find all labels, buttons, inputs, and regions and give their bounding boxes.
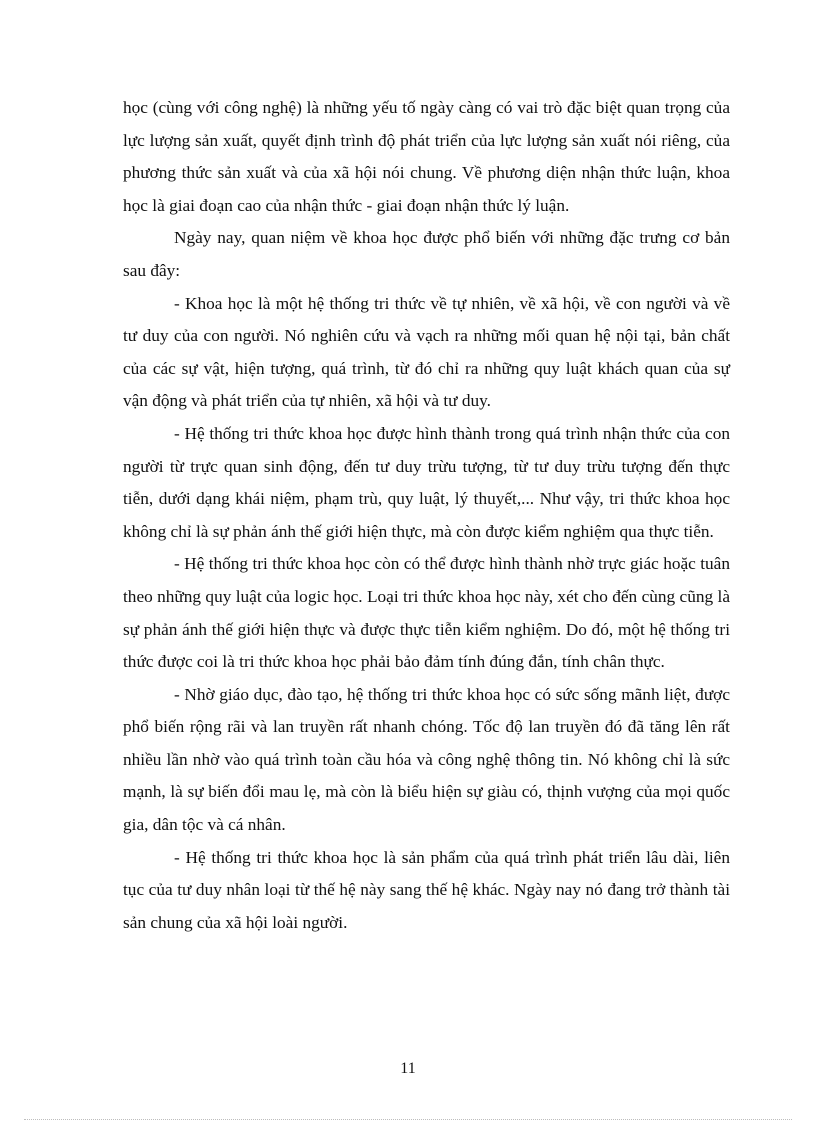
paragraph-continuation: học (cùng với công nghệ) là những yếu tố ngày càng có vai trò đặc biệt quan trọng của lực lượng sản xuất, quyết định trình độ phát triển của lực lượng sản xuất nói riêng, của phương thức sản xuất và của xã hội nói chung. Về phương diện nhận thức luận, khoa học là giai đoạn cao của nhận thức - giai đoạn nhận thức lý luận. [123,98,730,215]
paragraph-bullet-4: - Nhờ giáo dục, đào tạo, hệ thống tri thức khoa học có sức sống mãnh liệt, được phổ biến rộng rãi và lan truyền rất nhanh chóng. Tốc độ lan truyền đó đã tăng lên rất nhiều lần nhờ vào quá trình toàn cầu hóa và công nghệ thông tin. Nó không chỉ là sức mạnh, là sự biến đổi mau lẹ, mà còn là biểu hiện sự giàu có, thịnh vượng của mọi quốc gia, dân tộc và cá nhân. [123,684,730,835]
page-bottom-divider [24,1119,792,1120]
page-number: 11 [400,1060,416,1077]
body-text [123,92,730,939]
paragraph-bullet-1: - Khoa học là một hệ thống tri thức về tự nhiên, về xã hội, về con người và về tư duy của con người. Nó nghiên cứu và vạch ra những mối quan hệ nội tại, bản chất của các sự vật, hiện tượng, quá trình, từ đó chỉ ra những quy luật khách quan của sự vận động và phát triển của tự nhiên, xã hội và tư duy. [123,293,730,411]
paragraph-bullet-5: - Hệ thống tri thức khoa học là sản phẩm của quá trình phát triển lâu dài, liên tục của tư duy nhân loại từ thế hệ này sang thế hệ khác. Ngày nay nó đang trở thành tài sản chung của xã hội loài người. [123,847,730,932]
paragraph-intro: Ngày nay, quan niệm về khoa học được phổ biến với những đặc trưng cơ bản sau đây: [123,228,730,280]
paragraph-bullet-3: - Hệ thống tri thức khoa học còn có thể được hình thành nhờ trực giác hoặc tuân theo những quy luật của logic học. Loại tri thức khoa học này, xét cho đến cùng cũng là sự phản ánh thế giới hiện thực và được thực tiễn kiểm nghiệm. Do đó, một hệ thống tri thức được coi là tri thức khoa học phải bảo đảm tính đúng đắn, tính chân thực. [123,554,730,672]
paragraph-bullet-2: - Hệ thống tri thức khoa học được hình thành trong quá trình nhận thức của con người từ trực quan sinh động, đến tư duy trừu tượng, từ tư duy trừu tượng đến thực tiễn, dưới dạng khái niệm, phạm trù, quy luật, lý thuyết,... Như vậy, tri thức khoa học không chỉ là sự phản ánh thế giới hiện thực, mà còn được kiểm nghiệm qua thực tiễn. [123,423,730,541]
